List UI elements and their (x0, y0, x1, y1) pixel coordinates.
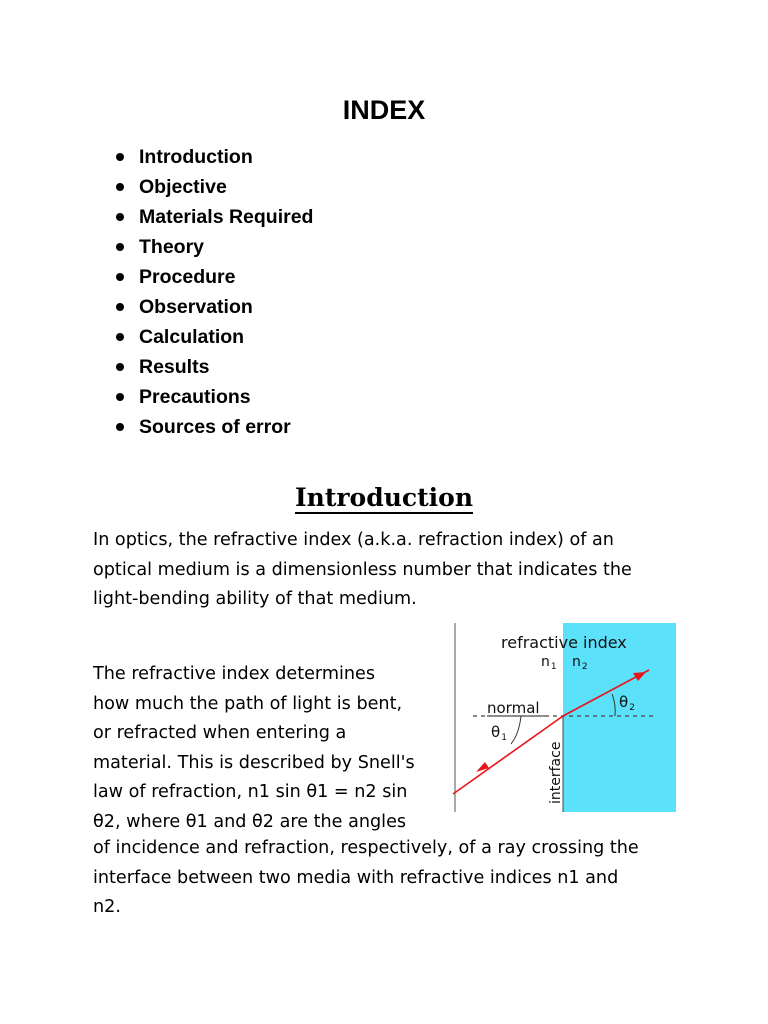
index-item-label: Observation (139, 296, 253, 318)
index-item-label: Calculation (139, 326, 245, 348)
bullet-icon (116, 363, 124, 371)
index-list (112, 142, 313, 442)
paragraph-line: In optics, the refractive index (a.k.a. refraction index) of an (93, 530, 614, 550)
normal-label: normal (487, 699, 540, 717)
interface-label: interface (548, 741, 564, 804)
paragraph-line: The refractive index determines (93, 664, 376, 684)
index-item-sources-of-error (112, 412, 313, 442)
index-item-objective (112, 172, 313, 202)
index-item-observation (112, 292, 313, 322)
theta1-subscript: 1 (501, 733, 507, 743)
index-item-label: Results (139, 356, 210, 378)
introduction-paragraph-2-continued (93, 834, 639, 923)
index-item-label: Procedure (139, 266, 236, 288)
theta1-symbol: θ (491, 723, 501, 741)
index-item-procedure (112, 262, 313, 292)
refraction-diagram (449, 622, 676, 812)
index-item-label: Materials Required (139, 206, 314, 228)
bullet-icon (116, 273, 124, 281)
index-item-precautions (112, 382, 313, 412)
theta2-symbol: θ (619, 693, 629, 711)
figure-title: refractive index (501, 633, 627, 652)
index-item-theory (112, 232, 313, 262)
paragraph-line: how much the path of light is bent, (93, 693, 403, 714)
theta2-subscript: 2 (629, 703, 635, 713)
bullet-icon (116, 183, 124, 191)
introduction-heading (0, 480, 768, 516)
bullet-icon (116, 303, 124, 311)
paragraph-line: of incidence and refraction, respectively, of a ray crossing the (93, 838, 639, 858)
paragraph-line: n2. (93, 897, 121, 918)
introduction-paragraph-2 (93, 660, 415, 838)
paragraph-line: material. This is described by Snell's (93, 752, 415, 773)
paragraph-line: light-bending ability of that medium. (93, 589, 417, 610)
index-item-calculation (112, 322, 313, 352)
paragraph-line: optical medium is a dimensionless number that indicates the (93, 559, 632, 580)
n1-symbol: n (541, 654, 550, 670)
paragraph-line: interface between two media with refractive indices n1 and (93, 867, 619, 888)
index-item-label: Introduction (139, 146, 253, 168)
index-item-materials-required (112, 202, 313, 232)
introduction-heading-text: Introduction (294, 483, 474, 512)
index-item-introduction (112, 142, 313, 172)
bullet-icon (116, 213, 124, 221)
bullet-icon (116, 423, 124, 431)
index-item-label: Precautions (139, 386, 251, 408)
paragraph-line: law of refraction, n1 sin θ1 = n2 sin (93, 782, 408, 803)
introduction-paragraph-1 (93, 526, 632, 615)
index-item-label: Sources of error (139, 416, 291, 438)
bullet-icon (116, 243, 124, 251)
index-title: INDEX (342, 95, 426, 125)
index-item-label: Objective (139, 176, 227, 198)
paragraph-line: θ2, where θ1 and θ2 are the angles (93, 811, 407, 832)
n2-symbol: n (572, 654, 581, 670)
bullet-icon (116, 333, 124, 341)
index-item-results (112, 352, 313, 382)
paragraph-line: or refracted when entering a (93, 723, 347, 744)
index-item-label: Theory (139, 236, 205, 258)
n1-subscript: 1 (550, 662, 557, 672)
n2-subscript: 2 (581, 662, 588, 672)
bullet-icon (116, 153, 124, 161)
bullet-icon (116, 393, 124, 401)
